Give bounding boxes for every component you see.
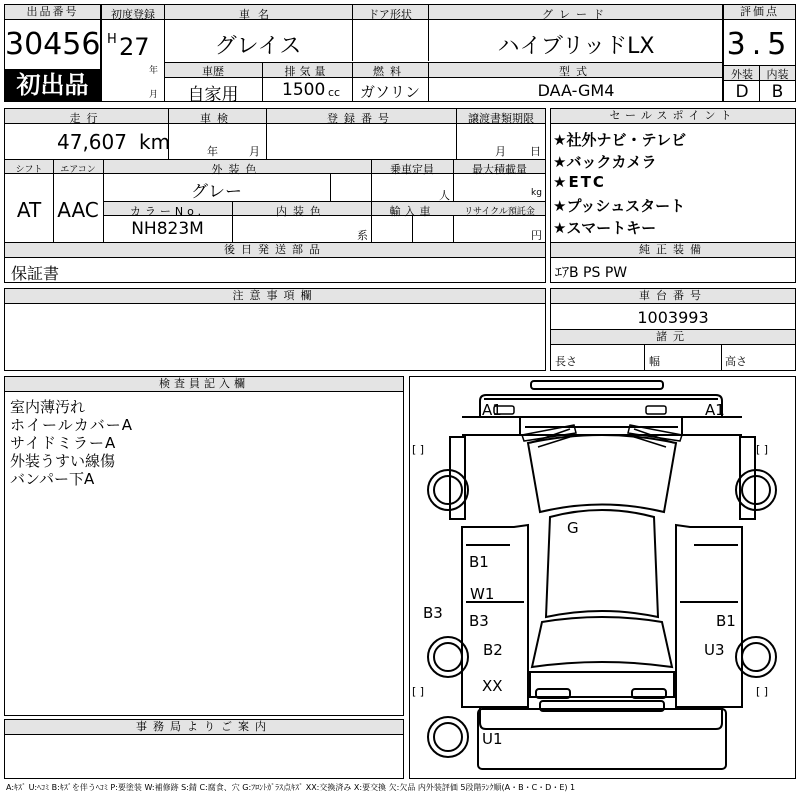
office-box [4, 719, 404, 779]
recycle-unit: 円 [531, 229, 542, 242]
damage-diagram [409, 376, 796, 779]
reg-year: 27 [119, 33, 150, 61]
later-parts-label: 後日発送部品 [5, 243, 545, 258]
mark-g-windshield: G [567, 519, 579, 537]
inspector-label: 検査員記入欄 [5, 377, 403, 392]
length-label: 長さ [555, 355, 577, 368]
chassis-label: 車台番号 [551, 289, 795, 304]
capacity-label: 乗車定員 [390, 163, 434, 176]
recycle-label: リサイクル預託金 [464, 207, 535, 217]
sales-points-label: セールスポイント [551, 109, 795, 124]
car-name: グレイス [214, 34, 302, 59]
inspector-line: サイドミラーA [10, 434, 117, 452]
car-outline [410, 377, 795, 778]
name-label: 車名 [239, 8, 277, 21]
equipment-value: ｴｱB PS PW [555, 265, 628, 281]
model: DAA-GM4 [537, 81, 615, 100]
mark-b1-left-door: B1 [469, 553, 489, 571]
sales-point-item: ★社外ナビ・テレビ [553, 131, 687, 149]
shift-label: シフト [15, 165, 43, 175]
legend: A:ｷｽﾞ U:ﾍｺﾐ B:ｷｽﾞを伴うﾍｺﾐ P:要塗装 W:補修跡 S:錆 C:腐食、穴 G:ﾌﾛﾝﾄｶﾞﾗｽ点ｷｽﾞ XX:交換済み X:要交換 欠:欠品 内外装評価 5段階ﾗﾝｸ順(A・B・C・D・E) 1 [6, 783, 576, 792]
inspector-box [4, 376, 404, 716]
color-no: NH823M [131, 219, 204, 239]
capacity-unit: 人 [439, 189, 450, 202]
inspection-year-unit: 年 [207, 145, 218, 158]
load-unit: kg [531, 188, 542, 198]
score: 3.5 [726, 27, 793, 62]
ext-grade-label: 外装 [731, 68, 753, 81]
office-label: 事務局よりご案内 [5, 720, 403, 735]
notes-box [4, 288, 546, 371]
chassis-box [550, 288, 796, 371]
inspector-line: 外装うすい線傷 [10, 452, 116, 470]
interior-label: 内装色 [276, 205, 327, 218]
lot-number-label: 出品番号 [5, 5, 100, 20]
mark-w1: W1 [470, 585, 495, 603]
mark-xx: XX [482, 677, 503, 695]
transfer-month-unit: 月 [495, 145, 506, 158]
lot-number: 30456 [5, 27, 101, 62]
color-no-label: カラーNo. [129, 205, 206, 218]
height-label: 高さ [725, 355, 747, 368]
lot-number-box [4, 4, 101, 102]
era: H [107, 32, 117, 47]
mark-b3-left-rear-door: B3 [469, 612, 489, 630]
width-label: 幅 [649, 355, 660, 368]
interior-unit: 系 [357, 229, 368, 242]
ext-grade: D [735, 82, 749, 102]
door-label: ドア形状 [368, 8, 412, 21]
mark-b2: B2 [483, 641, 503, 659]
score-label: 評価点 [724, 5, 795, 20]
ac: AAC [57, 198, 99, 222]
mileage: 47,607 [57, 130, 127, 154]
vehicle-header [101, 4, 723, 105]
transfer-label: 譲渡書類期限 [468, 112, 534, 125]
inspection-month-unit: 月 [249, 145, 260, 158]
inspector-line: バンパー下A [10, 470, 95, 488]
history-label: 車歴 [202, 65, 224, 78]
grade-label: グレード [542, 8, 610, 21]
inspection-label: 車検 [200, 112, 234, 125]
history: 自家用 [187, 85, 239, 105]
details-box [4, 108, 546, 243]
fuel-label: 燃料 [373, 65, 407, 78]
mark-b1-right-rear-door: B1 [716, 612, 736, 630]
plate-label: 登録番号 [327, 112, 395, 125]
later-parts: 保証書 [11, 264, 60, 283]
exterior-label: 外装色 [211, 163, 263, 176]
chassis-number: 1003993 [637, 308, 709, 327]
later-parts-box [4, 242, 546, 283]
sales-point-item: ★プッシュスタート [553, 197, 686, 215]
load-label: 最大積載量 [472, 163, 527, 176]
score-box [723, 4, 796, 102]
mileage-label: 走行 [69, 112, 104, 125]
sales-point-item: ★スマートキー [553, 219, 657, 237]
int-grade: B [771, 82, 784, 102]
mark-b3-left-fender: B3 [423, 604, 443, 622]
sales-points-box [550, 108, 796, 243]
int-grade-label: 内装 [766, 68, 789, 81]
reg-label: 初度登録 [111, 8, 155, 21]
ac-label: エアコン [60, 165, 96, 175]
bracket-front-right: [ ] [756, 443, 769, 456]
bracket-rear-right: [ ] [756, 685, 769, 698]
equipment-box [550, 242, 796, 283]
mark-a1-front-right: A1 [705, 401, 725, 419]
displacement: 1500 [282, 80, 326, 100]
model-label: 型式 [559, 65, 593, 78]
year-unit: 年 [149, 66, 159, 76]
equipment-label: 純正装備 [551, 243, 795, 258]
sales-point-item: ★バックカメラ [553, 153, 657, 171]
month-unit: 月 [149, 90, 159, 100]
mark-u3: U3 [704, 641, 725, 659]
notes-label: 注意事項欄 [5, 289, 545, 304]
bracket-rear-left: [ ] [412, 685, 425, 698]
inspector-line: ホイールカバーA [10, 416, 133, 434]
transfer-day-unit: 日 [530, 145, 541, 158]
first-listing-badge: 初出品 [5, 69, 100, 102]
mark-a1-front-left: A1 [482, 401, 502, 419]
sales-point-item: ★ETC [553, 173, 606, 191]
displacement-unit: cc [328, 86, 341, 99]
grade: ハイブリッドLX [497, 34, 655, 59]
bracket-front-left: [ ] [412, 443, 425, 456]
displacement-label: 排気量 [284, 65, 330, 78]
shift: AT [16, 198, 42, 222]
import-label: 輸入車 [389, 205, 435, 218]
fuel: ガソリン [359, 83, 420, 101]
dimensions-label: 諸元 [551, 330, 795, 345]
mileage-unit: km [139, 130, 171, 154]
exterior-color: グレー [191, 182, 242, 202]
mark-u1: U1 [482, 730, 503, 748]
inspector-line: 室内薄汚れ [10, 398, 86, 416]
